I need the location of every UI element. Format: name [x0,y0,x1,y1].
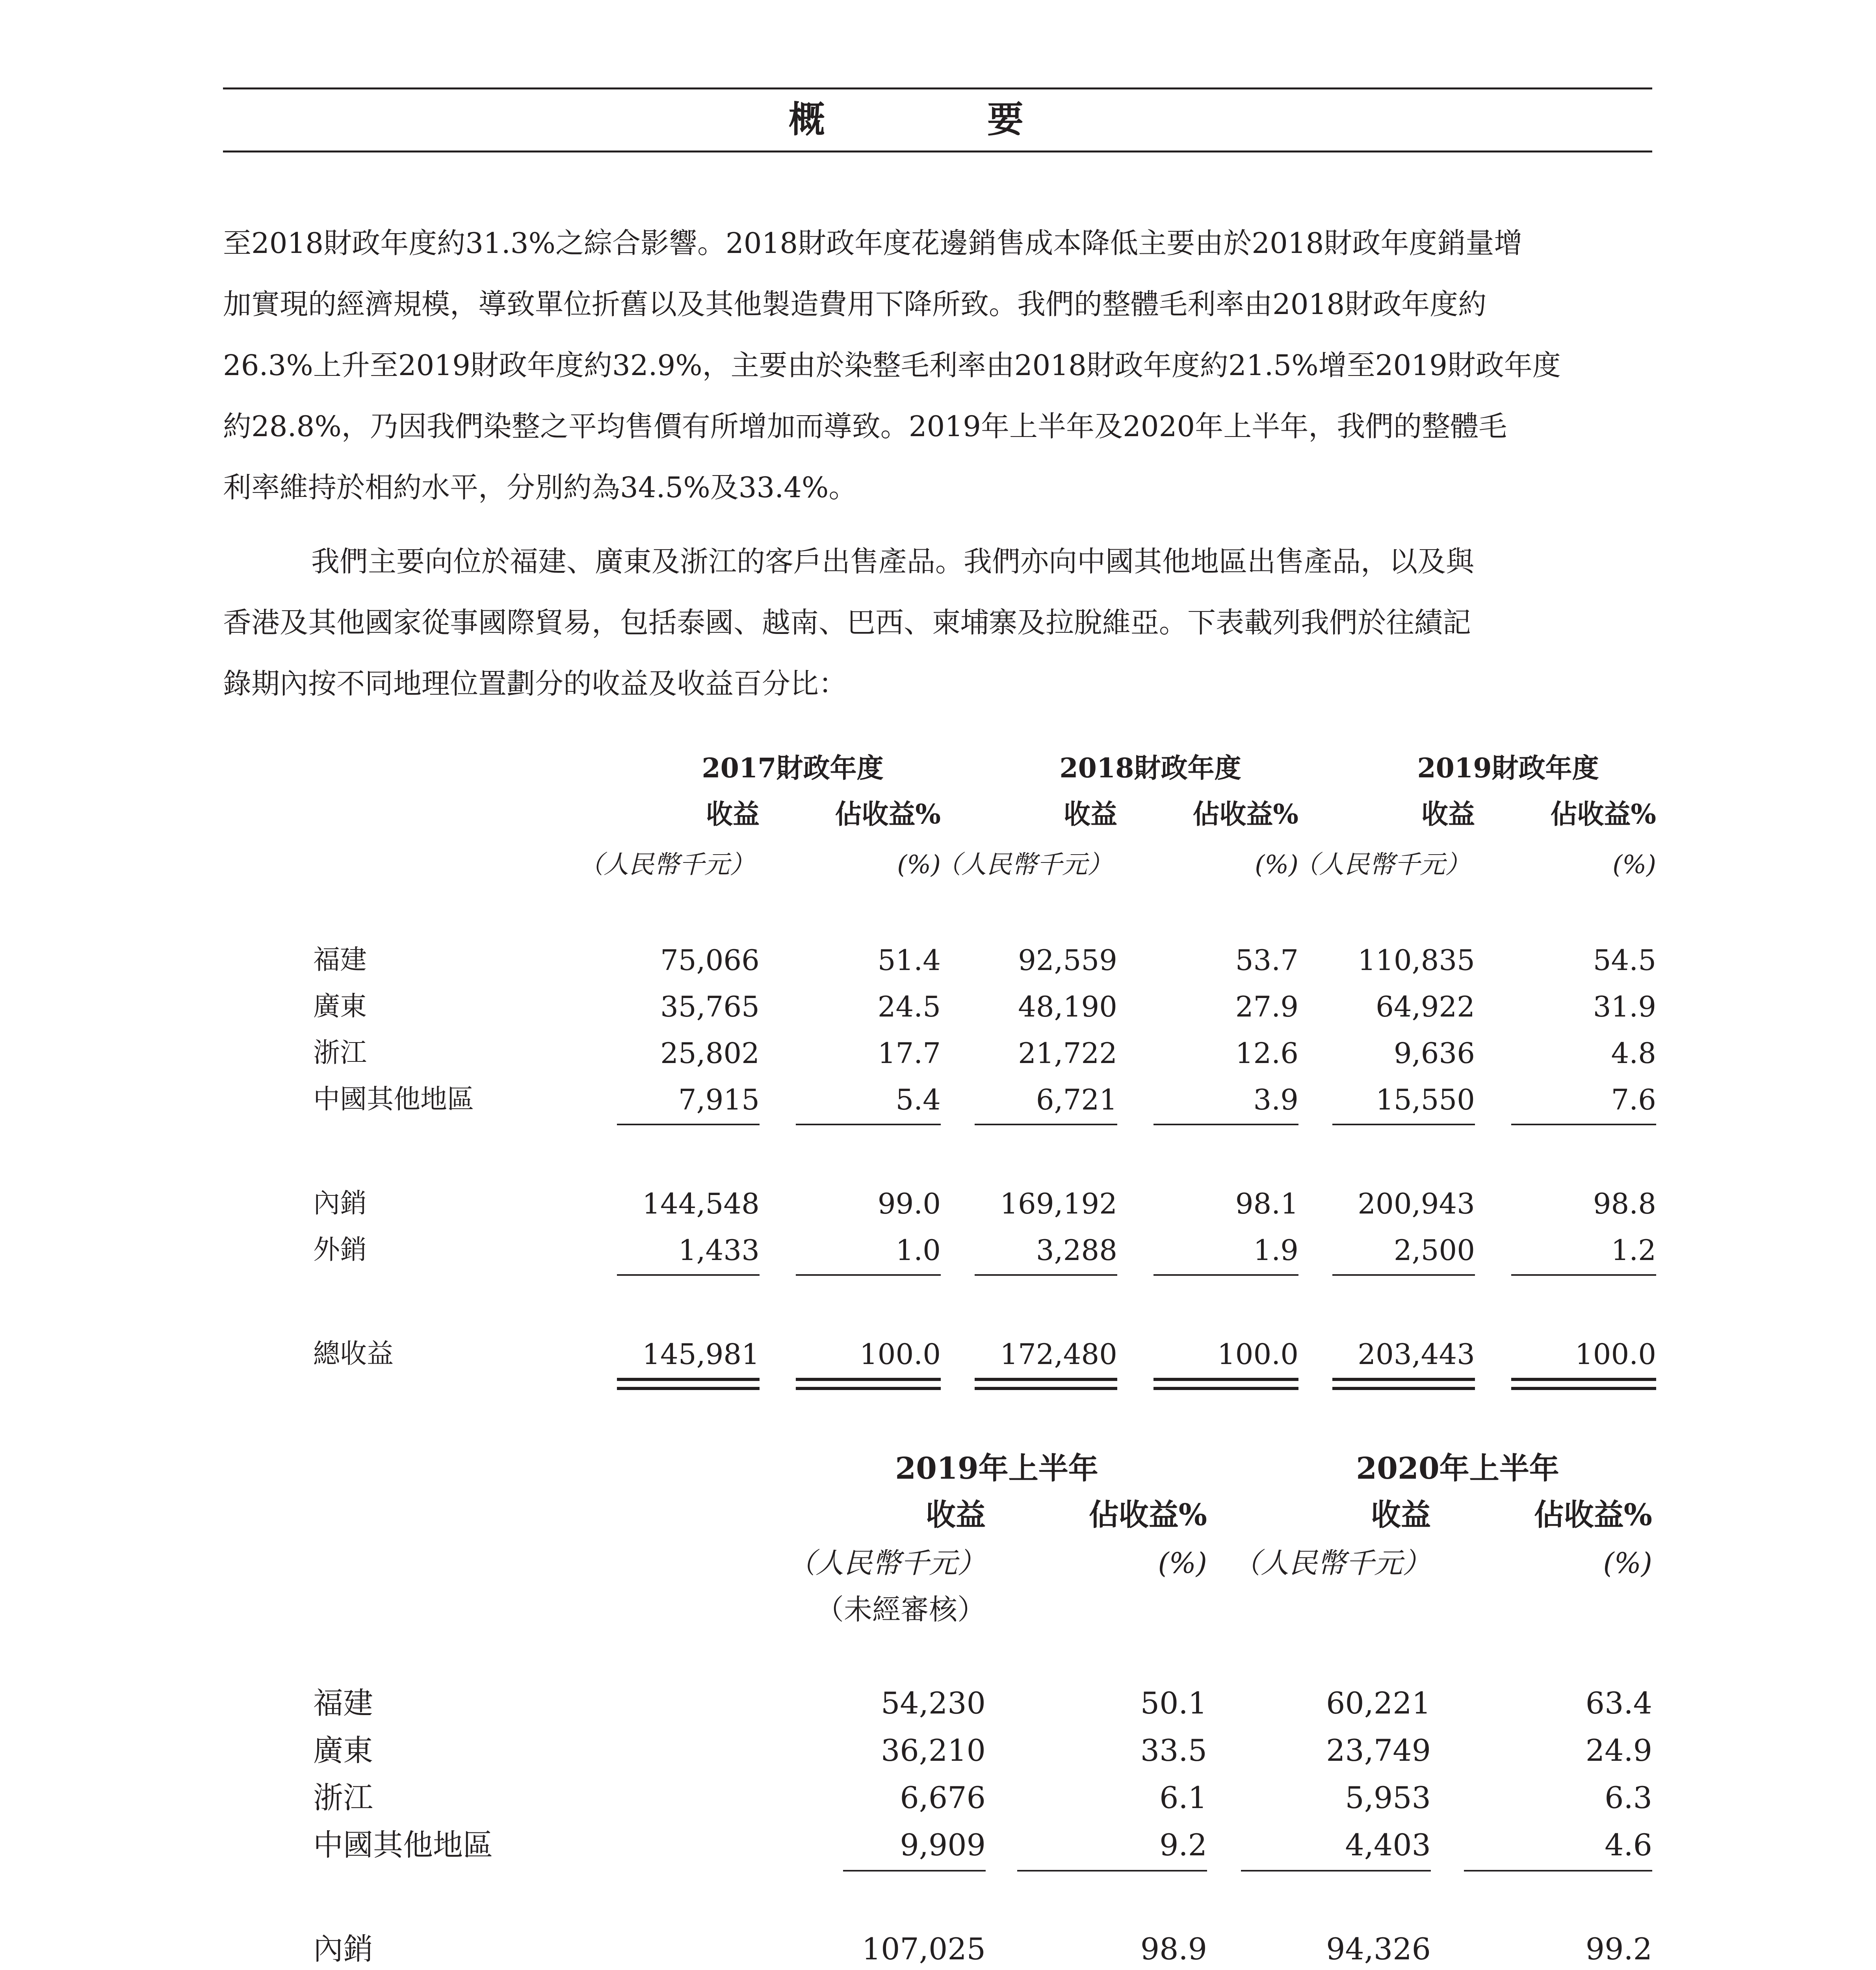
total-rule [1153,1387,1298,1390]
table-cell: 12.6 [1235,1037,1298,1070]
column-header-revenue: 收益 [1063,799,1117,830]
table-cell: 203,443 [1358,1338,1475,1371]
row-label: 中國其他地區 [313,1827,493,1862]
unit-label: (%) [1612,850,1656,879]
total-rule [1153,1378,1298,1381]
table-cell: 144,548 [642,1187,760,1220]
row-label: 外銷 [313,1234,367,1266]
row-label: 總收益 [313,1338,394,1370]
table-cell: 1,433 [678,1234,760,1267]
column-header-revenue: 收益 [706,799,760,830]
unit-label: （人民幣千元） [1294,850,1470,879]
table-cell: 63.4 [1585,1686,1652,1721]
paragraph-2 [223,531,1652,714]
table-cell: 75,066 [660,944,760,977]
table-cell: 169,192 [1000,1187,1117,1220]
subtotal-rule [1153,1124,1298,1125]
table-cell: 1.2 [1611,1234,1656,1267]
paragraph-line: 錄期內按不同地理位置劃分的收益及收益百分比： [223,667,847,700]
subtotal-rule [975,1124,1117,1125]
total-rule [617,1378,760,1381]
total-rule [1332,1378,1475,1381]
table-cell: 2,500 [1393,1234,1475,1267]
table-cell: 5,953 [1345,1780,1431,1815]
column-header-revenue: 收益 [926,1497,986,1532]
table-cell: 172,480 [1000,1338,1117,1371]
subtotal-rule [1017,1870,1207,1872]
table-cell: 21,722 [1018,1037,1117,1070]
table-cell: 110,835 [1358,944,1475,977]
table-cell: 4.6 [1605,1827,1652,1862]
table-cell: 6.1 [1159,1780,1207,1815]
subtotal-rule [1511,1274,1656,1276]
paragraph-line: 26.3%上升至2019財政年度約32.9%，主要由於染整毛利率由2018財政年度約21.5%增至2019財政年度 [223,349,1561,382]
row-label: 內銷 [313,1931,373,1966]
column-header-pct: 佔收益% [1534,1497,1652,1532]
table-cell: 7,915 [678,1083,760,1116]
table-cell: 50.1 [1140,1686,1207,1721]
subtotal-rule [843,1870,986,1872]
total-rule [796,1387,941,1390]
table-cell: 35,765 [660,990,760,1023]
page-title: 概 要 [788,98,1087,141]
row-label: 中國其他地區 [313,1084,474,1115]
subtotal-rule [1332,1124,1475,1125]
unaudited-note: （未經審核） [815,1593,986,1626]
paragraph-line: 加實現的經濟規模，導致單位折舊以及其他製造費用下降所致。我們的整體毛利率由2018財政年度約 [223,288,1487,321]
table-cell: 36,210 [881,1733,986,1768]
period-header: 2018財政年度 [1059,753,1241,784]
period-header: 2019年上半年 [895,1451,1098,1486]
table-cell: 17.7 [877,1037,941,1070]
table-cell: 53.7 [1235,944,1298,977]
total-rule [1511,1387,1656,1390]
table-cell: 94,326 [1326,1931,1431,1966]
table-cell: 98.1 [1235,1187,1298,1220]
table-cell: 33.5 [1140,1733,1207,1768]
subtotal-rule [617,1274,760,1276]
table-cell: 4,403 [1345,1827,1431,1862]
paragraph-line: 香港及其他國家從事國際貿易，包括泰國、越南、巴西、柬埔寨及拉脫維亞。下表載列我們於往績記 [223,606,1471,639]
row-label: 廣東 [313,1733,373,1768]
table-cell: 6,721 [1036,1083,1117,1116]
table-cell: 100.0 [859,1338,941,1371]
table-cell: 54.5 [1593,944,1656,977]
table-cell: 6.3 [1605,1780,1652,1815]
table-cell: 1.9 [1253,1234,1298,1267]
table-cell: 31.9 [1593,990,1656,1023]
unit-label: (%) [1158,1546,1207,1580]
table-cell: 7.6 [1611,1083,1656,1116]
column-header-revenue: 收益 [1371,1497,1431,1532]
subtotal-rule [796,1124,941,1125]
total-rule [617,1387,760,1390]
column-header-revenue: 收益 [1421,799,1475,830]
column-header-pct: 佔收益% [1088,1497,1207,1532]
unit-label: （人民幣千元） [787,1546,986,1580]
subtotal-rule [617,1124,760,1125]
unit-label: （人民幣千元） [1232,1546,1431,1580]
paragraph-line: 我們主要向位於福建、廣東及浙江的客戶出售產品。我們亦向中國其他地區出售產品，以及與 [311,545,1475,578]
table-cell: 48,190 [1018,990,1117,1023]
header-top-rule [223,87,1652,89]
unit-label: (%) [1255,850,1298,879]
table-cell: 100.0 [1217,1338,1298,1371]
table-cell: 9,636 [1393,1037,1475,1070]
table-cell: 9,909 [900,1827,986,1862]
table-cell: 6,676 [900,1780,986,1815]
table-cell: 3.9 [1253,1083,1298,1116]
column-header-pct: 佔收益% [835,799,941,830]
table-cell: 64,922 [1376,990,1475,1023]
row-label: 廣東 [313,991,367,1022]
table-cell: 9.2 [1159,1827,1207,1862]
row-label: 浙江 [313,1037,367,1069]
paragraph-line: 利率維持於相約水平，分別約為34.5%及33.4%。 [223,471,857,504]
unit-label: (%) [897,850,941,879]
table-cell: 98.8 [1593,1187,1656,1220]
table-cell: 5.4 [895,1083,941,1116]
table-cell: 100.0 [1575,1338,1656,1371]
period-header: 2017財政年度 [702,753,884,784]
table-cell: 98.9 [1140,1931,1207,1966]
table-cell: 60,221 [1326,1686,1431,1721]
row-label: 浙江 [313,1780,373,1815]
paragraph-line: 至2018財政年度約31.3%之綜合影響。2018財政年度花邊銷售成本降低主要由於2018財政年度銷量增 [223,227,1523,260]
table-cell: 24.9 [1585,1733,1652,1768]
paragraph-line: 約28.8%，乃因我們染整之平均售價有所增加而導致。2019年上半年及2020年上半年，我們的整體毛 [223,410,1507,443]
table-cell: 23,749 [1326,1733,1431,1768]
total-rule [975,1378,1117,1381]
table-cell: 51.4 [877,944,941,977]
total-rule [975,1387,1117,1390]
subtotal-rule [1153,1274,1298,1276]
row-label: 福建 [313,944,367,976]
table-cell: 24.5 [877,990,941,1023]
unit-label: (%) [1603,1546,1652,1580]
column-header-pct: 佔收益% [1192,799,1298,830]
table-cell: 25,802 [660,1037,760,1070]
column-header-pct: 佔收益% [1550,799,1656,830]
subtotal-rule [1332,1274,1475,1276]
table-cell: 1.0 [895,1234,941,1267]
table-cell: 27.9 [1235,990,1298,1023]
table-cell: 92,559 [1018,944,1117,977]
total-rule [796,1378,941,1381]
header-bottom-rule [223,151,1652,152]
table-cell: 54,230 [881,1686,986,1721]
unit-label: （人民幣千元） [936,850,1113,879]
total-rule [1332,1387,1475,1390]
row-label: 內銷 [313,1188,367,1219]
table-cell: 145,981 [642,1338,760,1371]
paragraph-1 [223,213,1652,518]
row-label: 福建 [313,1686,373,1721]
unit-label: （人民幣千元） [578,850,755,879]
subtotal-rule [1464,1870,1652,1872]
table-cell: 15,550 [1376,1083,1475,1116]
subtotal-rule [796,1274,941,1276]
table-cell: 99.0 [877,1187,941,1220]
table-cell: 200,943 [1358,1187,1475,1220]
subtotal-rule [1241,1870,1431,1872]
subtotal-rule [975,1274,1117,1276]
table-cell: 107,025 [862,1931,986,1966]
total-rule [1511,1378,1656,1381]
period-header: 2019財政年度 [1417,753,1599,784]
table-cell: 99.2 [1585,1931,1652,1966]
subtotal-rule [1511,1124,1656,1125]
table-cell: 3,288 [1036,1234,1117,1267]
table-cell: 4.8 [1611,1037,1656,1070]
period-header: 2020年上半年 [1356,1451,1559,1486]
